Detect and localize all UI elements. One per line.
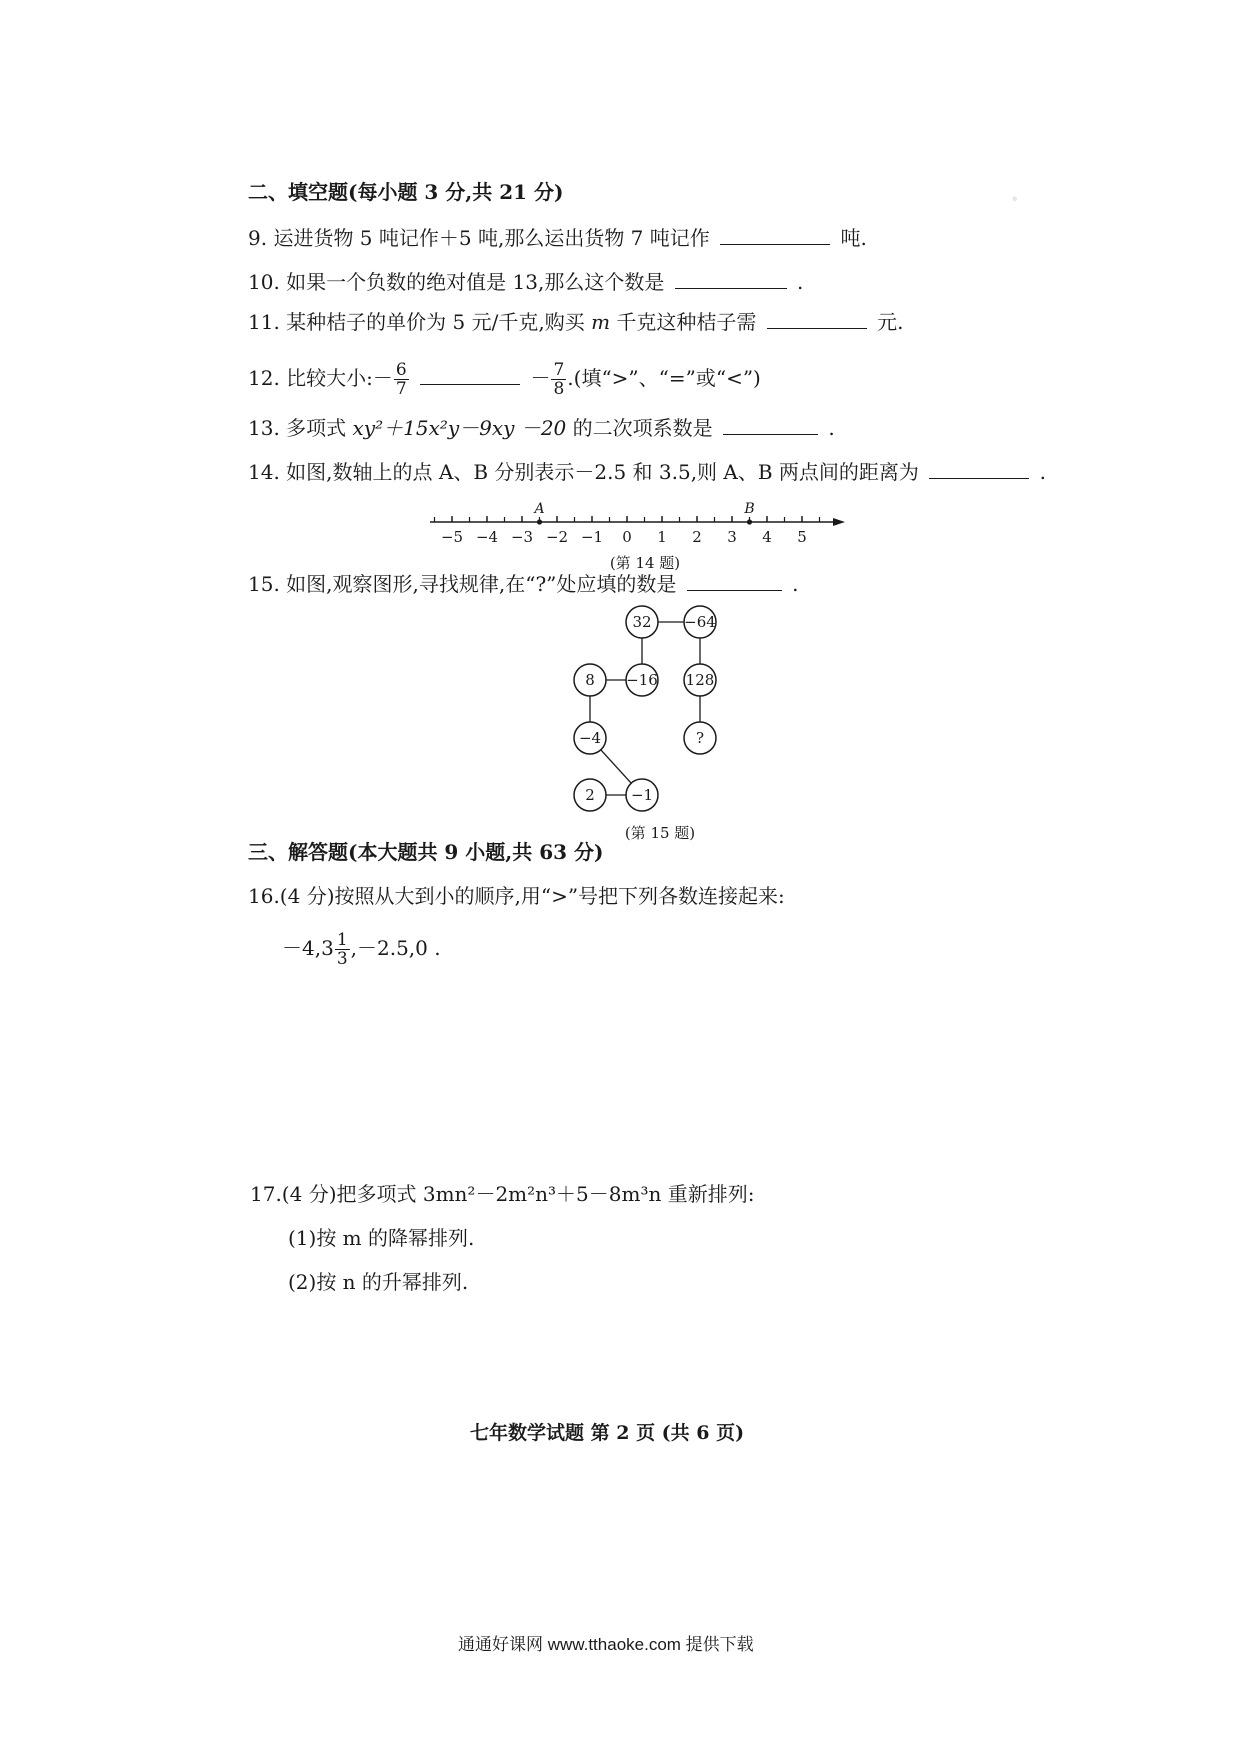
pattern-node-value: 8 bbox=[585, 671, 595, 689]
polynomial-expression: xy²＋15x²y－9xy －20 bbox=[352, 416, 567, 440]
question-11-middle: 千克这种桔子需 bbox=[616, 310, 757, 334]
question-14-text: 14. 如图,数轴上的点 A、B 分别表示－2.5 和 3.5,则 A、B 两点间的距离为 bbox=[248, 460, 919, 484]
variable-m: m bbox=[591, 310, 611, 334]
question-12-suffix: .(填“>”、“=”或“<”) bbox=[567, 366, 761, 390]
question-9 bbox=[248, 222, 867, 252]
tick-label: −5 bbox=[440, 528, 464, 546]
question-15-suffix: . bbox=[792, 572, 799, 596]
download-credit: 通通好课网 www.tthaoke.com 提供下载 bbox=[458, 1635, 754, 1654]
point-a-label: A bbox=[534, 501, 545, 517]
question-16-numbers bbox=[282, 926, 441, 970]
section-title-solutions: 三、解答题(本大题共 9 小题,共 63 分) bbox=[248, 840, 604, 864]
pattern-node-value: −1 bbox=[630, 786, 654, 804]
answer-blank-15[interactable] bbox=[687, 568, 782, 591]
tick-label: 5 bbox=[797, 528, 807, 546]
point-b-label: B bbox=[744, 501, 755, 517]
minus-sign: － bbox=[530, 366, 551, 390]
tick-label: 1 bbox=[657, 528, 667, 546]
pattern-node-value: ? bbox=[695, 729, 705, 747]
question-15 bbox=[248, 568, 799, 598]
tick-label: 2 bbox=[692, 528, 702, 546]
question-9-text: 9. 运进货物 5 吨记作＋5 吨,那么运出货物 7 吨记作 bbox=[248, 226, 710, 250]
point-b-dot bbox=[747, 519, 752, 524]
arrow-head-icon bbox=[833, 518, 845, 526]
question-9-suffix: 吨. bbox=[840, 226, 867, 250]
question-13-prefix: 13. 多项式 bbox=[248, 416, 347, 440]
question-15-text: 15. 如图,观察图形,寻找规律,在“?”处应填的数是 bbox=[248, 572, 677, 596]
section-title-fill-in: 二、填空题(每小题 3 分,共 21 分) bbox=[248, 180, 564, 204]
tick-label: −4 bbox=[475, 528, 499, 546]
fraction-7-8: $\frac{7}{8}$ bbox=[553, 360, 565, 399]
question-13 bbox=[248, 412, 835, 442]
question-14 bbox=[248, 456, 1046, 486]
question-12-prefix: 12. 比较大小:－ bbox=[248, 366, 393, 390]
answer-blank-9[interactable] bbox=[720, 222, 830, 245]
bleed-through-mark: • bbox=[1010, 190, 1020, 209]
fraction-6-7: $\frac{6}{7}$ bbox=[395, 360, 407, 399]
answer-blank-14[interactable] bbox=[929, 456, 1029, 479]
number-list-prefix: －4,3 bbox=[282, 936, 334, 960]
question-13-middle: 的二次项系数是 bbox=[572, 416, 713, 440]
answer-blank-10[interactable] bbox=[675, 266, 787, 289]
tick-label: −1 bbox=[580, 528, 604, 546]
tick-label: −3 bbox=[510, 528, 534, 546]
pattern-node-value: 32 bbox=[632, 613, 652, 631]
pattern-node-value: 2 bbox=[585, 786, 595, 804]
tick-label: 4 bbox=[762, 528, 772, 546]
tick-label: −2 bbox=[545, 528, 569, 546]
answer-blank-13[interactable] bbox=[723, 412, 818, 435]
question-11 bbox=[248, 306, 903, 336]
question-17: 17.(4 分)把多项式 3mn²－2m²n³＋5－8m³n 重新排列: bbox=[250, 1182, 755, 1206]
question-10 bbox=[248, 266, 803, 296]
question-10-text: 10. 如果一个负数的绝对值是 13,那么这个数是 bbox=[248, 270, 665, 294]
question-12 bbox=[248, 356, 761, 400]
connector-line bbox=[601, 750, 631, 783]
question-16: 16.(4 分)按照从大到小的顺序,用“>”号把下列各数连接起来: bbox=[248, 884, 785, 908]
number-line-figure bbox=[430, 500, 850, 550]
question-17-part-1: (1)按 m 的降幂排列. bbox=[288, 1226, 475, 1250]
pattern-node-value: 128 bbox=[685, 671, 715, 689]
question-10-suffix: . bbox=[797, 270, 804, 294]
number-list-suffix: ,－2.5,0 . bbox=[350, 936, 441, 960]
pattern-node-value: −64 bbox=[684, 613, 716, 631]
figure-15-caption: (第 15 题) bbox=[624, 824, 696, 842]
pattern-node-value: −16 bbox=[626, 671, 658, 689]
pattern-figure bbox=[560, 600, 750, 820]
answer-blank-11[interactable] bbox=[767, 306, 867, 329]
pattern-node-value: −4 bbox=[578, 729, 602, 747]
answer-blank-12[interactable] bbox=[420, 362, 520, 385]
page-footer: 七年数学试题 第 2 页 (共 6 页) bbox=[470, 1422, 745, 1444]
point-a-dot bbox=[537, 519, 542, 524]
question-14-suffix: . bbox=[1039, 460, 1046, 484]
question-17-part-2: (2)按 n 的升幂排列. bbox=[288, 1270, 469, 1294]
tick-label: 0 bbox=[622, 528, 632, 546]
question-13-suffix: . bbox=[828, 416, 835, 440]
figure-14-caption: (第 14 题) bbox=[609, 554, 681, 572]
mixed-fraction-one-third: $\frac{1}{3}$ bbox=[336, 930, 348, 969]
question-11-prefix: 11. 某种桔子的单价为 5 元/千克,购买 bbox=[248, 310, 585, 334]
question-11-suffix: 元. bbox=[877, 310, 904, 334]
tick-label: 3 bbox=[727, 528, 737, 546]
